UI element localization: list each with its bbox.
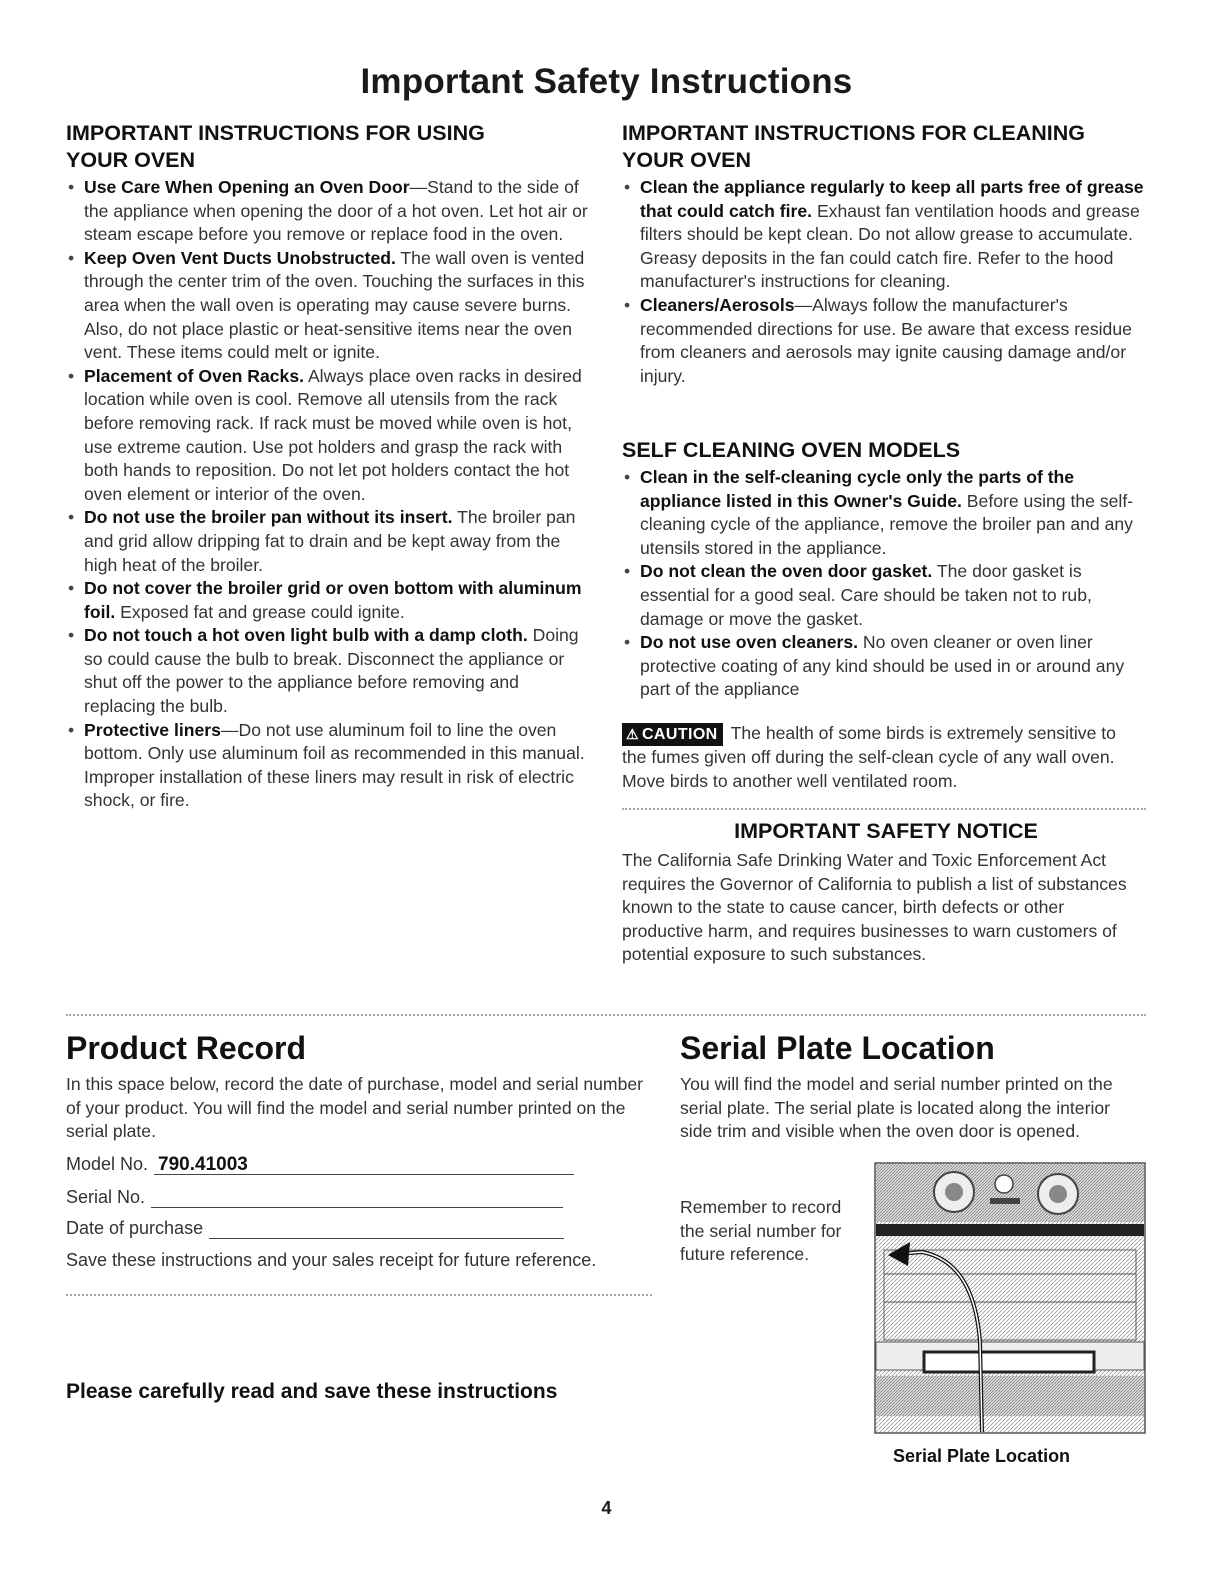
divider <box>66 1294 652 1296</box>
safety-notice-text: The California Safe Drinking Water and Toxic Enforcement Act requires the Governor of California to publish a list of substances known to the state to cause cancer, birth defects or other productive harm, and requires businesses to warn customers of potential exposure to such substances. <box>622 850 1127 965</box>
control-panel <box>876 1164 1144 1222</box>
bullet-item-title: Placement of Oven Racks. <box>84 365 305 386</box>
using-list <box>66 176 591 813</box>
bullet-item <box>66 247 591 365</box>
date-field <box>66 1218 656 1239</box>
bullet-item-text: Doing so could cause the bulb to break. Disconnect the appliance or shut off the power to the appliance before removing and replacing the bulb. <box>84 625 579 717</box>
oven-illustration <box>874 1162 1146 1434</box>
serial-number-field[interactable] <box>151 1187 563 1208</box>
serial-label: Serial No. <box>66 1186 146 1207</box>
remember-note: Remember to record the serial number for future reference. <box>680 1197 842 1265</box>
bullet-item-text: The broiler pan and grid allow dripping fat to drain and be kept away from the high heat of the broiler. <box>84 507 576 575</box>
caution-badge-label: CAUTION <box>641 726 718 743</box>
cleaning-section <box>622 120 1152 388</box>
model-label: Model No. <box>66 1153 149 1174</box>
cleaning-heading-line2: YOUR OVEN <box>622 148 752 172</box>
bullet-item-text: Before using the self-cleaning cycle of the appliance, remove the broiler pan and any utensils stored in the appliance. <box>640 490 1134 558</box>
bullet-item <box>66 365 591 507</box>
bullet-item-text: No oven cleaner or oven liner protective coating of any kind should be used in or around any part of the appliance <box>640 632 1125 700</box>
save-note: Save these instructions and your sales receipt for future reference. <box>66 1249 597 1270</box>
bullet-item <box>66 577 591 624</box>
bullet-item-title: Do not clean the oven door gasket. <box>640 561 933 582</box>
door-handle <box>924 1352 1094 1372</box>
page-number: 4 <box>601 1498 612 1518</box>
bullet-item <box>622 466 1152 560</box>
model-number-field[interactable] <box>154 1154 574 1175</box>
caution-badge <box>622 723 723 746</box>
self-cleaning-list <box>622 466 1152 702</box>
serial-field <box>66 1187 656 1208</box>
safety-notice-heading: IMPORTANT SAFETY NOTICE <box>734 819 1038 843</box>
bullet-item-text: Always place oven racks in desired location while oven is cool. Remove all utensils from the rack before removing rack. If rack must be moved while oven is hot, use extreme caution. Use pot holders and grasp the rack with both hands to reposition. Do not let pot holders contact the hot oven element or interior of the oven. <box>84 365 582 504</box>
bullet-item-title: Do not use oven cleaners. <box>640 632 859 653</box>
oven-cavity <box>884 1250 1136 1340</box>
bullet-item <box>66 719 591 813</box>
trim-strip <box>876 1224 1144 1236</box>
caution-block <box>622 722 1142 793</box>
bullet-item-title: Cleaners/Aerosols <box>640 294 795 315</box>
cleaning-list <box>622 176 1152 388</box>
bullet-item <box>622 560 1152 631</box>
caution-text: The health of some birds is extremely sensitive to the fumes given off during the self-clean cycle of any wall oven. Move birds to another well ventilated room. <box>622 723 1116 791</box>
bullet-item-text: Exhaust fan ventilation hoods and grease filters should be kept clean. Do not allow grease to accumulate. Greasy deposits in the fan could catch fire. Refer to the hood manufacturer's instructions for cleaning. <box>640 200 1140 292</box>
bullet-item-title: Do not cover the broiler grid or oven bottom with aluminum foil. <box>84 578 582 622</box>
date-of-purchase-field[interactable] <box>209 1218 564 1239</box>
bullet-item <box>66 624 591 718</box>
safety-notice-section <box>622 818 1150 967</box>
bullet-item-text: —Stand to the side of the appliance when opening the door of a hot oven. Let hot air or steam escape before you remove or replace food in the oven. <box>84 177 588 245</box>
bullet-item-title: Clean the appliance regularly to keep all parts free of grease that could catch fire. <box>640 177 1144 221</box>
bullet-item-title: Do not use the broiler pan without its insert. <box>84 507 453 528</box>
date-label: Date of purchase <box>66 1217 204 1238</box>
serial-plate-caption: Serial Plate Location <box>893 1446 1071 1466</box>
page-title: Important Safety Instructions <box>360 62 853 101</box>
divider <box>66 1014 1146 1016</box>
bullet-item-title: Keep Oven Vent Ducts Unobstructed. <box>84 247 396 268</box>
self-cleaning-heading: SELF CLEANING OVEN MODELS <box>622 438 961 462</box>
read-note: Please carefully read and save these instructions <box>66 1380 558 1403</box>
cleaning-heading-line1: IMPORTANT INSTRUCTIONS FOR CLEANING <box>622 121 1086 145</box>
bullet-item-text: —Do not use aluminum foil to line the oven bottom. Only use aluminum foil as recommended in this manual. Improper installation of these liners may result in risk of electric shock, or fire. <box>84 719 585 811</box>
bullet-item <box>622 631 1152 702</box>
bullet-item-title: Do not touch a hot oven light bulb with a damp cloth. <box>84 625 528 646</box>
bullet-item <box>66 176 591 247</box>
serial-plate-intro: You will find the model and serial number printed on the serial plate. The serial plate is located along the interior side trim and visible when the oven door is opened. <box>680 1074 1113 1142</box>
warning-triangle-icon: ⚠ <box>626 726 639 742</box>
bullet-item-title: Use Care When Opening an Oven Door <box>84 177 410 197</box>
bullet-item-text: The wall oven is vented through the center trim of the oven. Touching the surfaces in this area when the wall oven is operating may cause severe burns. Also, do not place plastic or heat-sensitive items near the oven vent. These items could melt or ignite. <box>84 247 585 363</box>
model-number-value: 790.41003 <box>158 1153 248 1175</box>
using-heading-line2: YOUR OVEN <box>66 148 196 172</box>
bullet-item-title: Clean in the self-cleaning cycle only the parts of the appliance listed in this Owner's Guide. <box>640 467 1075 511</box>
model-field <box>66 1154 656 1175</box>
bullet-item <box>622 176 1152 294</box>
bullet-item-text: —Always follow the manufacturer's recommended directions for use. Be aware that excess residue from cleaners and aerosols may ignite causing damage and/or injury. <box>640 294 1132 386</box>
bullet-item <box>66 506 591 577</box>
divider <box>622 808 1146 810</box>
self-cleaning-section <box>622 437 1152 702</box>
bullet-item-title: Protective liners <box>84 719 221 740</box>
using-heading-line1: IMPORTANT INSTRUCTIONS FOR USING <box>66 121 485 145</box>
serial-plate-section <box>680 1030 1150 1144</box>
bullet-item <box>622 294 1152 388</box>
bullet-item-text: Exposed fat and grease could ignite. <box>115 601 405 622</box>
serial-plate-heading: Serial Plate Location <box>680 1030 995 1066</box>
product-record-intro: In this space below, record the date of purchase, model and serial number of your product. You will find the model and serial number printed on the serial plate. <box>66 1074 644 1142</box>
product-record-section <box>66 1030 656 1272</box>
bullet-item-text: The door gasket is essential for a good seal. Care should be taken not to rub, damage or move the gasket. <box>640 561 1092 629</box>
product-record-heading: Product Record <box>66 1030 307 1066</box>
using-section <box>66 120 591 813</box>
